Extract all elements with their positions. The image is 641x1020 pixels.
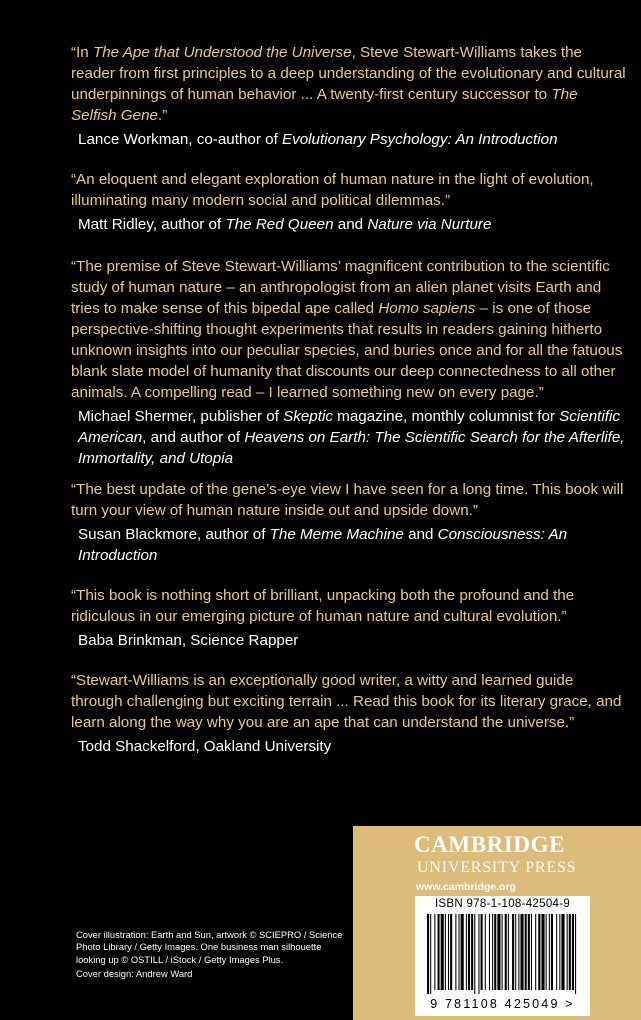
barcode-bar xyxy=(561,914,564,990)
barcode-bar xyxy=(567,914,568,990)
endorsement-attribution: Baba Brinkman, Science Rapper xyxy=(78,632,299,649)
barcode-bar xyxy=(559,914,560,990)
barcode-bar xyxy=(512,914,514,990)
endorsement-6 xyxy=(71,670,627,757)
barcode-bar xyxy=(575,914,576,994)
illustration-credit: Cover illustration: Earth and Sun, artwork © SCIEPRO / Science Photo Library / Getty Images. One business man silhouette looking up © OSTILL / iStock / Getty Images Plus. xyxy=(76,929,343,965)
barcode-bar xyxy=(492,914,493,990)
endorsement-quote: “This book is nothing short of brilliant, unpacking both the profound and the ridiculous in our emerging picture of human nature and cultural evolution.” xyxy=(71,587,575,625)
endorsement-attribution: Lance Workman, co-author of Evolutionary Psychology: An Introduction xyxy=(78,131,558,148)
barcode-bar xyxy=(549,914,550,990)
endorsement-1 xyxy=(71,42,627,150)
barcode-bar xyxy=(572,914,574,990)
barcode-bar xyxy=(485,914,486,990)
barcode-digits: 9 781108 425049 > xyxy=(430,997,575,1011)
barcode-bar xyxy=(528,914,530,990)
barcode-bar xyxy=(468,914,470,990)
barcode-bar xyxy=(505,914,507,990)
publisher-panel xyxy=(353,826,641,1020)
endorsement-attribution: Susan Blackmore, author of The Meme Machine and Consciousness: An Introduction xyxy=(78,526,568,564)
barcode-bars xyxy=(427,914,578,994)
barcode-bar xyxy=(569,914,571,990)
endorsement-attribution: Matt Ridley, author of The Red Queen and Nature via Nurture xyxy=(78,216,492,233)
barcode-bar xyxy=(556,914,557,990)
barcode-bar xyxy=(535,914,536,990)
barcode-bar xyxy=(508,914,509,990)
endorsement-attribution: Michael Shermer, publisher of Skeptic magazine, monthly columnist for Scientific American, and author of Heavens on Earth: The Scientific Search for the Afterlife, Immortality, and Utopia xyxy=(78,408,625,467)
barcode-bar xyxy=(448,914,449,990)
barcode-bar xyxy=(502,914,503,990)
barcode-bar xyxy=(531,914,532,990)
barcode-bar xyxy=(438,914,440,990)
barcode-bar xyxy=(481,914,483,990)
barcode-bar xyxy=(459,914,460,990)
endorsement-quote: “The premise of Steve Stewart-Williams’ magnificent contribution to the scientific study of human nature – an anthropologist from an alien planet visits Earth and tries to make sense of this bipedal ape called Homo sapiens – is one of those perspective-shifting thought experiments that results in readers gaining hitherto unknown insights into our peculiar species, and buries once and for all the fatuous blank slate model of humanity that discounts our deep connectedness to all other animals. A compelling read – I learned something new on every page.” xyxy=(71,258,623,401)
barcode-bar xyxy=(466,914,467,990)
publisher-name: CAMBRIDGE xyxy=(414,832,566,857)
barcode-bar xyxy=(455,914,456,990)
barcode-bar xyxy=(497,914,500,990)
isbn-label: ISBN 978-1-108-42504-9 xyxy=(434,898,571,910)
barcode-bar xyxy=(450,914,452,990)
barcode-bar xyxy=(546,914,547,990)
barcode-bar xyxy=(445,914,446,990)
endorsement-4 xyxy=(71,479,627,566)
barcode-bar xyxy=(525,914,527,990)
barcode-bar xyxy=(430,914,431,994)
endorsement-quote: “The best update of the gene’s-eye view I have seen for a long time. This book will turn your view of human nature inside out and upside down.” xyxy=(71,481,624,519)
endorsement-attribution: Todd Shackelford, Oakland University xyxy=(78,738,332,755)
barcode-bar xyxy=(474,914,475,994)
barcode-bar xyxy=(494,914,496,990)
barcode-bar xyxy=(434,914,435,990)
publisher-url: www.cambridge.org xyxy=(416,881,516,893)
publisher-press: UNIVERSITY PRESS xyxy=(417,859,577,876)
barcode-bar xyxy=(518,914,519,990)
endorsement-5 xyxy=(71,585,627,651)
cover-credits xyxy=(76,929,348,981)
barcode-bar xyxy=(515,914,516,990)
barcode-bar xyxy=(427,914,429,994)
barcode-bar xyxy=(441,914,444,990)
barcode-bar xyxy=(461,914,464,990)
endorsement-quote: “Stewart-Williams is an exceptionally good writer, a witty and learned guide through challenging but exciting terrain ... Read this book for its literary grace, and learn along the way why you are an ape that can understand the universe.” xyxy=(71,672,622,731)
barcode-bar xyxy=(538,914,540,990)
endorsement-2 xyxy=(71,169,627,235)
barcode-bar xyxy=(520,914,523,990)
barcode-bar xyxy=(541,914,544,990)
endorsement-quote: “An eloquent and elegant exploration of human nature in the light of evolution, illuminating many modern social and political dilemmas.” xyxy=(71,171,594,209)
barcode-bar xyxy=(471,914,473,990)
barcode-bar xyxy=(489,914,490,990)
endorsement-quote: “In The Ape that Understood the Universe, Steve Stewart-Williams takes the reader from first principles to a deep understanding of the evolutionary and cultural underpinnings of human behavior ... A twenty-first century successor to The Selfish Gene.” xyxy=(71,44,626,124)
barcode xyxy=(415,896,590,1016)
barcode-bar xyxy=(478,914,479,994)
design-credit: Cover design: Andrew Ward xyxy=(76,968,193,980)
barcode-bar xyxy=(551,914,553,990)
endorsement-3 xyxy=(71,256,627,469)
